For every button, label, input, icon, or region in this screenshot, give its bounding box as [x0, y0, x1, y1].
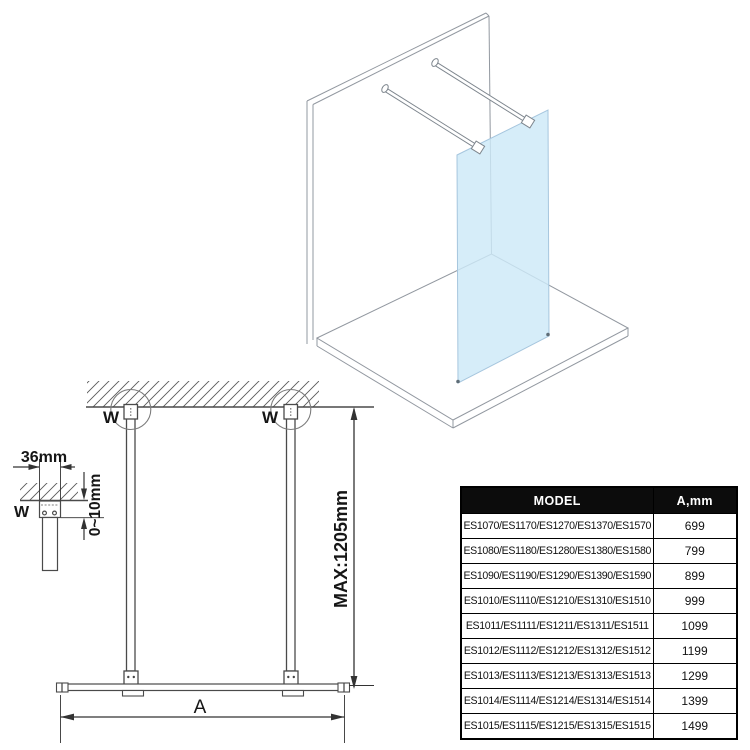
dimension-value-cell: 1499	[653, 714, 737, 740]
table-row	[461, 714, 737, 740]
inset-bar	[43, 518, 58, 571]
dimension-value-cell: 1199	[653, 639, 737, 664]
inset-width-label: 36mm	[20, 449, 68, 466]
glass-foot-right	[546, 333, 550, 337]
model-cell: ES1014/ES1114/ES1214/ES1314/ES1514	[461, 689, 653, 714]
ceiling-hatch	[87, 381, 319, 407]
clamp-plate-left	[123, 691, 144, 697]
glass-top-profile	[57, 684, 349, 691]
support-bar-front	[430, 57, 534, 128]
dimension-value-cell: 1299	[653, 664, 737, 689]
table-row	[461, 589, 737, 614]
dimension-value-cell: 899	[653, 564, 737, 589]
profile-end-cap-left	[57, 683, 69, 692]
table-row	[461, 689, 737, 714]
table-header-row	[461, 487, 737, 514]
glass-panel	[457, 110, 549, 383]
wall-marker-right: W	[262, 408, 279, 427]
clamp-plate-right	[283, 691, 304, 697]
model-header: MODEL	[461, 487, 653, 514]
wall-marker-left: W	[103, 408, 120, 427]
model-cell: ES1010/ES1110/ES1210/ES1310/ES1510	[461, 589, 653, 614]
width-dim-label: A	[193, 697, 207, 718]
inset-wall-marker: W	[14, 504, 30, 521]
bar-clamp-left	[124, 671, 138, 685]
dimension-value-cell: 1099	[653, 614, 737, 639]
model-cell: ES1080/ES1180/ES1280/ES1380/ES1580	[461, 539, 653, 564]
dimension-header: A,mm	[653, 487, 737, 514]
max-height-label: MAX:1205mm	[331, 489, 351, 609]
glass-foot-left	[456, 380, 460, 384]
table-row	[461, 664, 737, 689]
bar-clamp-right	[284, 671, 298, 685]
model-cell: ES1015/ES1115/ES1215/ES1315/ES1515	[461, 714, 653, 740]
table-row	[461, 539, 737, 564]
table-row	[461, 564, 737, 589]
bar-left	[127, 407, 136, 671]
support-bar-rear	[380, 83, 484, 154]
dimension-value-cell: 699	[653, 514, 737, 539]
max-height-dimension	[349, 407, 374, 689]
model-cell: ES1013/ES1113/ES1213/ES1313/ES1513	[461, 664, 653, 689]
table-row	[461, 614, 737, 639]
model-cell: ES1011/ES1111/ES1211/ES1311/ES1511	[461, 614, 653, 639]
inset-gap-label: 0~10mm	[87, 473, 104, 537]
dimension-value-cell: 1399	[653, 689, 737, 714]
model-cell: ES1090/ES1190/ES1290/ES1390/ES1590	[461, 564, 653, 589]
inset-ceiling-hatch	[20, 483, 78, 500]
front-view	[57, 381, 375, 743]
spec-table	[460, 486, 738, 740]
model-cell: ES1012/ES1112/ES1212/ES1312/ES1512	[461, 639, 653, 664]
inset-bracket	[40, 501, 61, 518]
dimension-value-cell: 799	[653, 539, 737, 564]
table-row	[461, 514, 737, 539]
model-cell: ES1070/ES1170/ES1270/ES1370/ES1570	[461, 514, 653, 539]
dimension-value-cell: 999	[653, 589, 737, 614]
table-row	[461, 639, 737, 664]
profile-end-cap-right	[338, 683, 350, 692]
bar-right	[287, 407, 296, 671]
isometric-view	[307, 13, 628, 428]
